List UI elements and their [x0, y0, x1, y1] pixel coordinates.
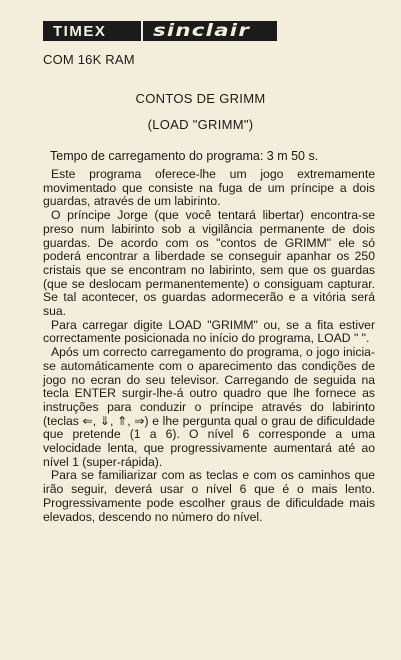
instructions-body: [43, 168, 375, 524]
brand-sinclair-logo: sinclair: [153, 21, 251, 41]
brand-divider: [141, 21, 143, 41]
program-title: CONTOS DE GRIMM: [135, 91, 266, 106]
brand-timex-logo: TIMEX: [53, 22, 107, 40]
paragraph-loading: Para carregar digite LOAD "GRIMM" ou, se a fita estiver correctamente posicionada no início do programa, LOAD " ".: [43, 317, 375, 346]
memory-requirement: COM 16K RAM: [43, 52, 135, 67]
paragraph-intro: Este programa oferece-lhe um jogo extremamente movimentado que consiste na fuga de um príncipe a dois guardas, através de um labirinto.: [43, 167, 375, 209]
paragraph-difficulty: Para se familiarizar com as teclas e com os caminhos que irão seguir, deverá usar o nível 6 que é o mais lento. Progressivamente pode escolher graus de dificuldade mais elevados, descendo no número do nível.: [43, 468, 375, 524]
load-command: (LOAD "GRIMM"): [147, 117, 254, 132]
brand-logo-bar: [43, 21, 277, 41]
load-time: Tempo de carregamento do programa: 3 m 50 s.: [50, 149, 319, 163]
paragraph-story: O príncipe Jorge (que você tentará libertar) encontra-se preso num labirinto sob a vigilância permanente de dois guardas. De acordo com os "contos de GRIMM" ele só poderá encontrar a liberdade se conseguir apanhar os 250 cristais que se encontram no labirinto, sem que os guardas (que se deslocam permanentemente) o consiguam capturar. Se tal acontecer, os guardas adormecerão e a vitória será sua.: [43, 208, 375, 319]
paragraph-gameplay: Após um correcto carregamento do programa, o jogo inicia-se automáticamente com o aparecimento das condições de jogo no ecran do seu televisor. Carregando de seguida na tecla ENTER surgir-lhe-á outro quadro que lhe fornece as instruções para conduzir o príncipe através do labirinto (teclas ⇐, ⇓, ⇑, ⇒) e lhe pergunta qual o grau de dificuldade que pretende (1 a 6). O nível 6 corresponde a uma velocidade lenta, que progressivamente aumentará até ao nível 1 (super-rápida).: [43, 345, 375, 469]
